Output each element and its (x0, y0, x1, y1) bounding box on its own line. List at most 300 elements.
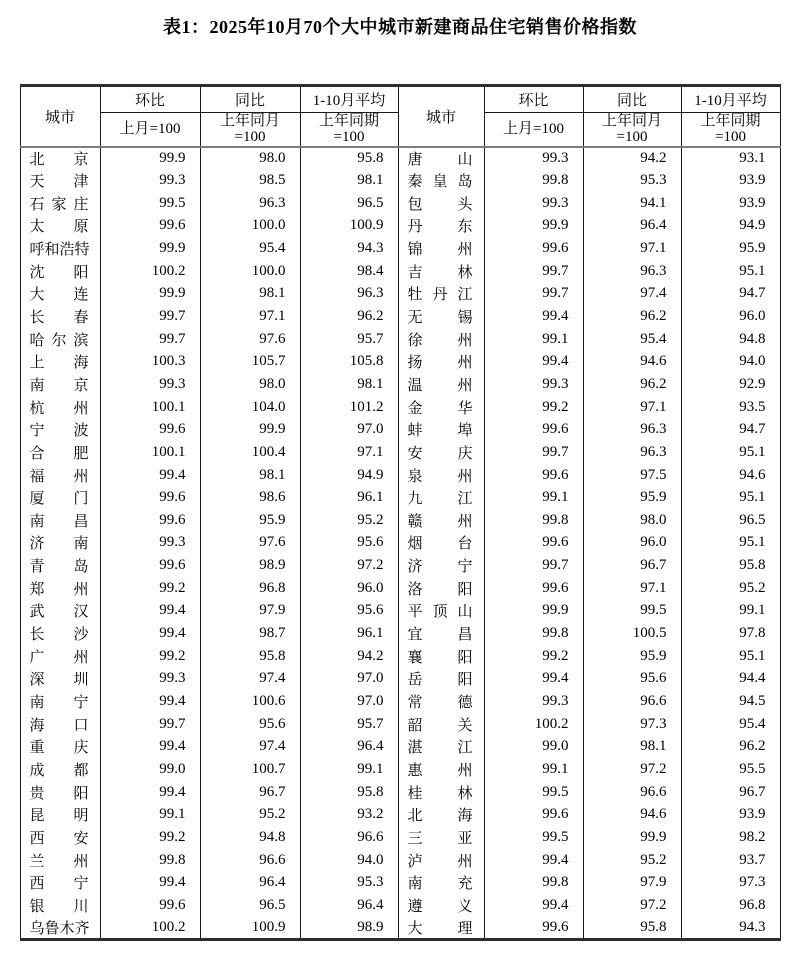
yoy-value: 95.9 (583, 645, 681, 668)
yoy-value: 96.3 (583, 441, 681, 464)
yoy-value: 98.1 (200, 464, 300, 487)
avg-value: 95.8 (681, 554, 780, 577)
mom-value: 99.7 (484, 260, 583, 283)
city-name-cell: 杭 州 (20, 396, 100, 419)
city-name-cell: 哈 尔 滨 (20, 328, 100, 351)
avg-value: 94.5 (681, 690, 780, 713)
city-name-cell: 西 宁 (20, 872, 100, 895)
mom-value: 99.2 (484, 396, 583, 419)
avg-value: 97.2 (300, 554, 398, 577)
city-name-cell: 兰 州 (20, 849, 100, 872)
city-name-cell: 遵 义 (398, 894, 484, 917)
city-name-cell: 大 理 (398, 917, 484, 940)
avg-value: 98.4 (300, 260, 398, 283)
yoy-value: 95.4 (200, 237, 300, 260)
mom-value: 99.6 (100, 214, 200, 237)
yoy-value: 94.6 (583, 804, 681, 827)
yoy-value: 96.6 (200, 849, 300, 872)
table-row (20, 192, 780, 215)
avg-value: 94.8 (681, 328, 780, 351)
yoy-value: 100.0 (200, 260, 300, 283)
city-name-cell: 烟 台 (398, 532, 484, 555)
header-avg-base-right: 上年同期 =100 (681, 113, 780, 147)
table-row (20, 147, 780, 170)
table-row (20, 282, 780, 305)
header-city-left: 城市 (20, 86, 100, 147)
mom-value: 99.6 (100, 894, 200, 917)
table-row (20, 214, 780, 237)
yoy-value: 94.6 (583, 350, 681, 373)
avg-value: 95.4 (681, 713, 780, 736)
avg-value: 94.0 (681, 350, 780, 373)
avg-value: 96.8 (681, 894, 780, 917)
mom-value: 99.4 (484, 849, 583, 872)
city-name-cell: 锦 州 (398, 237, 484, 260)
avg-value: 95.3 (300, 872, 398, 895)
avg-value: 96.6 (300, 826, 398, 849)
city-name-cell: 金 华 (398, 396, 484, 419)
mom-value: 99.0 (100, 758, 200, 781)
city-name-cell: 海 口 (20, 713, 100, 736)
city-name-cell: 泉 州 (398, 464, 484, 487)
city-name-cell: 武 汉 (20, 600, 100, 623)
avg-value: 96.5 (300, 192, 398, 215)
header-yoy-left: 同比 (200, 86, 300, 113)
table-row (20, 917, 780, 940)
mom-value: 99.4 (484, 350, 583, 373)
yoy-value: 97.6 (200, 532, 300, 555)
yoy-value: 97.1 (200, 305, 300, 328)
yoy-value: 100.4 (200, 441, 300, 464)
table-row (20, 237, 780, 260)
mom-value: 99.4 (100, 690, 200, 713)
city-name-cell: 北 京 (20, 147, 100, 170)
mom-value: 99.6 (100, 509, 200, 532)
header-mom-base-right: 上月=100 (484, 113, 583, 147)
city-name-cell: 秦 皇 岛 (398, 169, 484, 192)
city-name-cell: 南 京 (20, 373, 100, 396)
avg-value: 99.1 (681, 600, 780, 623)
city-name-cell: 合 肥 (20, 441, 100, 464)
city-name-cell: 安 庆 (398, 441, 484, 464)
mom-value: 100.3 (100, 350, 200, 373)
city-name-cell: 赣 州 (398, 509, 484, 532)
city-name-cell: 唐 山 (398, 147, 484, 170)
city-name-cell: 北 海 (398, 804, 484, 827)
table-row (20, 396, 780, 419)
yoy-value: 98.9 (200, 554, 300, 577)
city-name-cell: 九 江 (398, 486, 484, 509)
yoy-value: 95.6 (200, 713, 300, 736)
mom-value: 99.4 (484, 894, 583, 917)
mom-value: 100.2 (484, 713, 583, 736)
avg-value: 94.0 (300, 849, 398, 872)
header-mom-right: 环比 (484, 86, 583, 113)
table-row (20, 260, 780, 283)
city-name-cell: 韶 关 (398, 713, 484, 736)
mom-value: 99.9 (100, 237, 200, 260)
mom-value: 99.6 (484, 237, 583, 260)
city-name-cell: 呼 和 浩 特 (20, 237, 100, 260)
yoy-value: 96.2 (583, 305, 681, 328)
yoy-value: 96.3 (583, 418, 681, 441)
city-name-cell: 南 宁 (20, 690, 100, 713)
mom-value: 99.4 (484, 305, 583, 328)
mom-value: 99.6 (484, 804, 583, 827)
avg-value: 97.0 (300, 690, 398, 713)
mom-value: 99.6 (100, 486, 200, 509)
yoy-value: 99.9 (583, 826, 681, 849)
avg-value: 96.1 (300, 486, 398, 509)
header-yoy-right: 同比 (583, 86, 681, 113)
city-name-cell: 郑 州 (20, 577, 100, 600)
mom-value: 99.6 (484, 418, 583, 441)
avg-value: 96.1 (300, 622, 398, 645)
city-name-cell: 无 锡 (398, 305, 484, 328)
avg-value: 94.3 (300, 237, 398, 260)
city-name-cell: 大 连 (20, 282, 100, 305)
table-row (20, 622, 780, 645)
city-name-cell: 广 州 (20, 645, 100, 668)
mom-value: 99.1 (484, 328, 583, 351)
avg-value: 93.2 (300, 804, 398, 827)
city-name-cell: 吉 林 (398, 260, 484, 283)
city-name-cell: 温 州 (398, 373, 484, 396)
yoy-value: 98.5 (200, 169, 300, 192)
header-city-right: 城市 (398, 86, 484, 147)
yoy-value: 94.1 (583, 192, 681, 215)
header-avg-base-left: 上年同期 =100 (300, 113, 398, 147)
avg-value: 93.7 (681, 849, 780, 872)
city-name-cell: 丹 东 (398, 214, 484, 237)
mom-value: 99.7 (100, 305, 200, 328)
city-name-cell: 南 充 (398, 872, 484, 895)
table-row (20, 441, 780, 464)
mom-value: 99.9 (100, 147, 200, 170)
mom-value: 99.0 (484, 736, 583, 759)
avg-value: 100.9 (300, 214, 398, 237)
city-name-cell: 石 家 庄 (20, 192, 100, 215)
city-name-cell: 重 庆 (20, 736, 100, 759)
avg-value: 97.1 (300, 441, 398, 464)
yoy-value: 96.4 (583, 214, 681, 237)
yoy-value: 100.0 (200, 214, 300, 237)
mom-value: 99.3 (100, 668, 200, 691)
city-name-cell: 宜 昌 (398, 622, 484, 645)
avg-value: 94.7 (681, 418, 780, 441)
city-name-cell: 济 南 (20, 532, 100, 555)
yoy-value: 96.7 (583, 554, 681, 577)
mom-value: 99.6 (100, 418, 200, 441)
yoy-value: 97.4 (200, 668, 300, 691)
avg-value: 94.6 (681, 464, 780, 487)
avg-value: 95.6 (300, 600, 398, 623)
avg-value: 96.0 (681, 305, 780, 328)
avg-value: 97.0 (300, 668, 398, 691)
city-name-cell: 成 都 (20, 758, 100, 781)
yoy-value: 95.8 (583, 917, 681, 940)
city-name-cell: 昆 明 (20, 804, 100, 827)
yoy-value: 96.8 (200, 577, 300, 600)
city-name-cell: 湛 江 (398, 736, 484, 759)
table-row (20, 849, 780, 872)
avg-value: 98.9 (300, 917, 398, 940)
header-avg-left: 1-10月平均 (300, 86, 398, 113)
mom-value: 99.2 (100, 645, 200, 668)
yoy-value: 97.6 (200, 328, 300, 351)
header-mom-left: 环比 (100, 86, 200, 113)
city-name-cell: 泸 州 (398, 849, 484, 872)
mom-value: 99.3 (484, 192, 583, 215)
table-row (20, 872, 780, 895)
mom-value: 99.4 (484, 668, 583, 691)
table-row (20, 418, 780, 441)
mom-value: 99.6 (484, 577, 583, 600)
table-row (20, 464, 780, 487)
yoy-value: 94.8 (200, 826, 300, 849)
city-name-cell: 三 亚 (398, 826, 484, 849)
avg-value: 96.0 (300, 577, 398, 600)
city-name-cell: 扬 州 (398, 350, 484, 373)
mom-value: 99.7 (100, 713, 200, 736)
mom-value: 99.7 (100, 328, 200, 351)
city-name-cell: 岳 阳 (398, 668, 484, 691)
yoy-value: 97.5 (583, 464, 681, 487)
avg-value: 98.1 (300, 373, 398, 396)
mom-value: 99.2 (484, 645, 583, 668)
yoy-value: 95.6 (583, 668, 681, 691)
yoy-value: 96.3 (583, 260, 681, 283)
mom-value: 99.8 (484, 509, 583, 532)
yoy-value: 96.5 (200, 894, 300, 917)
city-name-cell: 惠 州 (398, 758, 484, 781)
avg-value: 105.8 (300, 350, 398, 373)
avg-value: 93.9 (681, 192, 780, 215)
yoy-value: 96.0 (583, 532, 681, 555)
yoy-value: 95.4 (583, 328, 681, 351)
yoy-value: 98.0 (200, 373, 300, 396)
mom-value: 99.3 (100, 169, 200, 192)
avg-value: 95.2 (300, 509, 398, 532)
mom-value: 99.7 (484, 554, 583, 577)
table-row (20, 713, 780, 736)
avg-value: 94.3 (681, 917, 780, 940)
mom-value: 99.1 (484, 758, 583, 781)
header-mom-base-left: 上月=100 (100, 113, 200, 147)
city-name-cell: 福 州 (20, 464, 100, 487)
yoy-value: 100.6 (200, 690, 300, 713)
mom-value: 99.3 (100, 532, 200, 555)
mom-value: 99.6 (484, 917, 583, 940)
table-row (20, 305, 780, 328)
city-name-cell: 洛 阳 (398, 577, 484, 600)
yoy-value: 94.2 (583, 147, 681, 170)
city-name-cell: 襄 阳 (398, 645, 484, 668)
table-row (20, 509, 780, 532)
yoy-value: 97.1 (583, 237, 681, 260)
mom-value: 100.1 (100, 396, 200, 419)
mom-value: 99.4 (100, 464, 200, 487)
avg-value: 96.4 (300, 894, 398, 917)
table-row (20, 350, 780, 373)
mom-value: 99.3 (100, 373, 200, 396)
table-row (20, 554, 780, 577)
mom-value: 99.6 (100, 554, 200, 577)
avg-value: 95.7 (300, 713, 398, 736)
yoy-value: 96.4 (200, 872, 300, 895)
city-name-cell: 青 岛 (20, 554, 100, 577)
table-row (20, 781, 780, 804)
avg-value: 95.6 (300, 532, 398, 555)
table-row (20, 690, 780, 713)
mom-value: 100.2 (100, 260, 200, 283)
yoy-value: 96.6 (583, 690, 681, 713)
city-name-cell: 济 宁 (398, 554, 484, 577)
yoy-value: 98.6 (200, 486, 300, 509)
avg-value: 95.1 (681, 532, 780, 555)
mom-value: 99.9 (484, 600, 583, 623)
yoy-value: 97.4 (583, 282, 681, 305)
mom-value: 99.4 (100, 600, 200, 623)
mom-value: 100.2 (100, 917, 200, 940)
avg-value: 98.1 (300, 169, 398, 192)
table-row (20, 486, 780, 509)
mom-value: 99.1 (484, 486, 583, 509)
yoy-value: 97.9 (583, 872, 681, 895)
yoy-value: 105.7 (200, 350, 300, 373)
yoy-value: 98.1 (583, 736, 681, 759)
yoy-value: 96.3 (200, 192, 300, 215)
avg-value: 93.9 (681, 804, 780, 827)
yoy-value: 95.2 (200, 804, 300, 827)
mom-value: 99.8 (484, 169, 583, 192)
avg-value: 92.9 (681, 373, 780, 396)
table-row (20, 373, 780, 396)
yoy-value: 97.1 (583, 396, 681, 419)
table-row (20, 577, 780, 600)
avg-value: 94.7 (681, 282, 780, 305)
avg-value: 96.2 (681, 736, 780, 759)
city-name-cell: 蚌 埠 (398, 418, 484, 441)
header-yoy-base-right: 上年同月 =100 (583, 113, 681, 147)
avg-value: 95.1 (681, 645, 780, 668)
mom-value: 99.8 (484, 622, 583, 645)
city-name-cell: 天 津 (20, 169, 100, 192)
mom-value: 99.1 (100, 804, 200, 827)
avg-value: 93.1 (681, 147, 780, 170)
avg-value: 97.8 (681, 622, 780, 645)
avg-value: 95.9 (681, 237, 780, 260)
table-row (20, 600, 780, 623)
city-name-cell: 桂 林 (398, 781, 484, 804)
avg-value: 97.0 (300, 418, 398, 441)
avg-value: 93.5 (681, 396, 780, 419)
yoy-value: 98.0 (583, 509, 681, 532)
city-name-cell: 深 圳 (20, 668, 100, 691)
table-row (20, 668, 780, 691)
avg-value: 94.9 (300, 464, 398, 487)
yoy-value: 95.9 (583, 486, 681, 509)
mom-value: 99.2 (100, 826, 200, 849)
city-name-cell: 银 川 (20, 894, 100, 917)
city-name-cell: 平 顶 山 (398, 600, 484, 623)
yoy-value: 96.6 (583, 781, 681, 804)
city-name-cell: 沈 阳 (20, 260, 100, 283)
avg-value: 94.4 (681, 668, 780, 691)
table-row (20, 804, 780, 827)
yoy-value: 96.2 (583, 373, 681, 396)
mom-value: 99.4 (100, 781, 200, 804)
mom-value: 99.3 (484, 373, 583, 396)
yoy-value: 97.4 (200, 736, 300, 759)
city-name-cell: 乌 鲁 木 齐 (20, 917, 100, 940)
city-name-cell: 徐 州 (398, 328, 484, 351)
avg-value: 94.9 (681, 214, 780, 237)
avg-value: 93.9 (681, 169, 780, 192)
mom-value: 99.3 (484, 690, 583, 713)
table-row (20, 758, 780, 781)
header-yoy-base-left: 上年同月 =100 (200, 113, 300, 147)
yoy-value: 98.1 (200, 282, 300, 305)
yoy-value: 95.8 (200, 645, 300, 668)
city-name-cell: 长 春 (20, 305, 100, 328)
yoy-value: 99.9 (200, 418, 300, 441)
yoy-value: 100.9 (200, 917, 300, 940)
table-row (20, 736, 780, 759)
table-row (20, 894, 780, 917)
yoy-value: 99.5 (583, 600, 681, 623)
table-body (20, 147, 780, 940)
mom-value: 99.9 (100, 282, 200, 305)
avg-value: 96.3 (300, 282, 398, 305)
avg-value: 96.4 (300, 736, 398, 759)
header-avg-right: 1-10月平均 (681, 86, 780, 113)
yoy-value: 97.2 (583, 894, 681, 917)
mom-value: 99.5 (484, 826, 583, 849)
yoy-value: 95.3 (583, 169, 681, 192)
yoy-value: 97.9 (200, 600, 300, 623)
city-name-cell: 常 德 (398, 690, 484, 713)
table-row (20, 645, 780, 668)
city-name-cell: 牡 丹 江 (398, 282, 484, 305)
mom-value: 99.4 (100, 872, 200, 895)
table-row (20, 169, 780, 192)
mom-value: 99.3 (484, 147, 583, 170)
city-name-cell: 长 沙 (20, 622, 100, 645)
city-name-cell: 太 原 (20, 214, 100, 237)
city-name-cell: 贵 阳 (20, 781, 100, 804)
avg-value: 98.2 (681, 826, 780, 849)
avg-value: 95.8 (300, 147, 398, 170)
yoy-value: 100.5 (583, 622, 681, 645)
mom-value: 99.7 (484, 441, 583, 464)
table-title: 表1：2025年10月70个大中城市新建商品住宅销售价格指数 (163, 17, 637, 37)
table-row (20, 532, 780, 555)
avg-value: 95.1 (681, 486, 780, 509)
price-index-table (20, 84, 781, 941)
yoy-value: 98.7 (200, 622, 300, 645)
table-row (20, 328, 780, 351)
mom-value: 99.4 (100, 622, 200, 645)
yoy-value: 104.0 (200, 396, 300, 419)
yoy-value: 95.9 (200, 509, 300, 532)
city-name-cell: 厦 门 (20, 486, 100, 509)
mom-value: 99.6 (484, 464, 583, 487)
mom-value: 99.6 (484, 532, 583, 555)
avg-value: 95.7 (300, 328, 398, 351)
mom-value: 99.8 (100, 849, 200, 872)
yoy-value: 100.7 (200, 758, 300, 781)
